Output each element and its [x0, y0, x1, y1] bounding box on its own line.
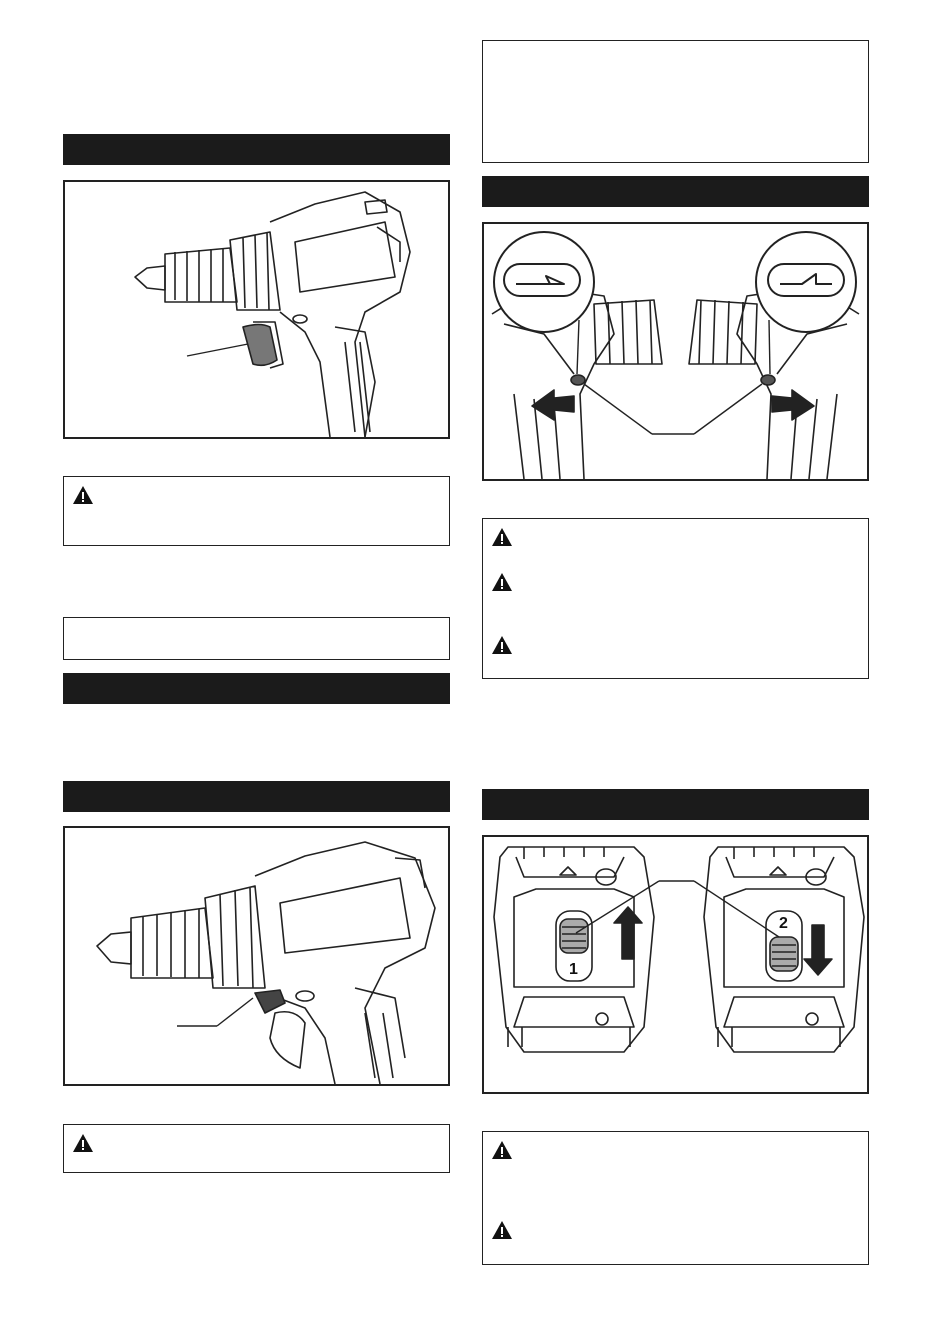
drill-lamp-illustration: [65, 828, 448, 1084]
figure-switch-trigger: [63, 180, 450, 439]
warning-triangle-icon: [491, 635, 513, 655]
section-header-bar: [63, 673, 450, 704]
note-box: [482, 40, 869, 163]
speed-change-illustration: [484, 837, 867, 1092]
caution-box: [63, 1124, 450, 1173]
warning-triangle-icon: [491, 572, 513, 592]
warning-triangle-icon: [72, 485, 94, 505]
reversing-switch-illustration: [484, 224, 867, 479]
drill-trigger-illustration: [65, 182, 448, 437]
section-header-bar: [63, 781, 450, 812]
figure-reversing-switch: [482, 222, 869, 481]
figure-lamp: [63, 826, 450, 1086]
caution-box: [482, 1131, 869, 1265]
warning-triangle-icon: [72, 1133, 94, 1153]
figure-speed-change: [482, 835, 869, 1094]
section-header-bar: [482, 176, 869, 207]
caution-box: [482, 518, 869, 679]
caution-box: [63, 476, 450, 546]
section-header-bar: [482, 789, 869, 820]
warning-triangle-icon: [491, 1220, 513, 1240]
warning-triangle-icon: [491, 527, 513, 547]
section-header-bar: [63, 134, 450, 165]
warning-triangle-icon: [491, 1140, 513, 1160]
speed-label-1: 1: [569, 961, 578, 978]
note-box: [63, 617, 450, 660]
speed-label-2: 2: [779, 915, 788, 932]
